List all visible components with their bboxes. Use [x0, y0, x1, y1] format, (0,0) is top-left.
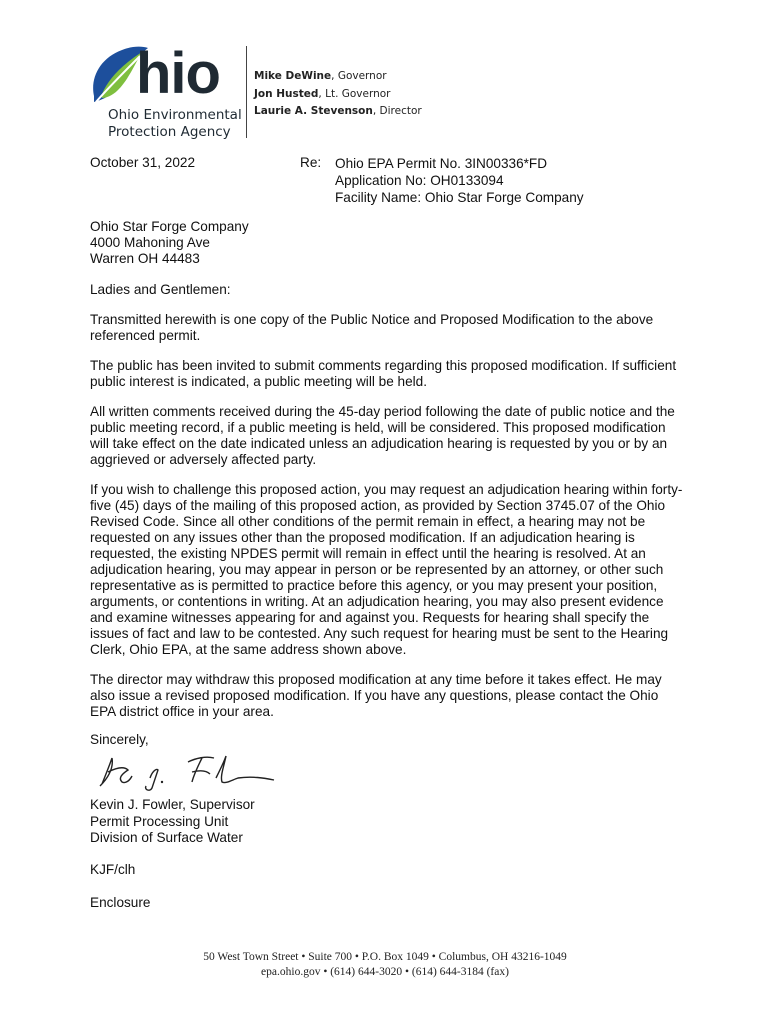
letter-footer — [0, 950, 770, 980]
body-paragraph: Transmitted herewith is one copy of the Public Notice and Proposed Modification to the above referenced permit. — [90, 312, 654, 343]
footer-contact: epa.ohio.gov • (614) 644-3020 • (614) 644-3184 (fax) — [261, 966, 509, 978]
re-application-number: Application No: OH0133094 — [335, 173, 504, 188]
handwritten-signature — [92, 748, 282, 792]
agency-line-1: Ohio Environmental — [108, 107, 242, 123]
recipient-address — [90, 219, 249, 267]
body-paragraph: If you wish to challenge this proposed action, you may request an adjudication hearing within forty-five (45) days of the mailing of this proposed action, as provided by Section 3745.07 of the Ohio Revised Code. Since all other conditions of the permit remain in effect, a hearing may not be requested on any issues other than the proposed modification. If an adjudication hearing is requested, the existing NPDES permit will remain in effect until the hearing is resolved. At an adjudication hearing, you may appear in person or be represented by an attorney, or other such representative as is permitted to practice before this agency, or you may present your position, arguments, or contentions in writing. At an adjudication hearing, you may also present evidence and examine witnesses appearing for and against you. Requests for hearing shall specify the issues of fact and law to be contested. Any such request for hearing must be sent to the Hearing Clerk, Ohio EPA, at the same address shown above. — [90, 482, 683, 657]
officials-list — [254, 68, 422, 121]
enclosure-note: Enclosure — [90, 895, 151, 910]
official-governor: Mike DeWine, Governor — [254, 70, 387, 82]
agency-line-2: Protection Agency — [108, 124, 231, 140]
body-paragraph: The director may withdraw this proposed modification at any time before it takes effect. He may also issue a revised proposed modification. If you have any questions, please contact the Ohio EPA district office in your area. — [90, 672, 662, 719]
footer-address: 50 West Town Street • Suite 700 • P.O. Box 1049 • Columbus, OH 43216-1049 — [203, 951, 567, 963]
official-lt-governor: Jon Husted, Lt. Governor — [254, 87, 391, 100]
letter-date: October 31, 2022 — [90, 155, 196, 170]
body-paragraph: The public has been invited to submit comments regarding this proposed modification. If sufficient public interest is indicated, a public meeting will be held. — [90, 358, 677, 389]
address-line: Warren OH 44483 — [90, 251, 200, 266]
signer-division: Division of Surface Water — [90, 830, 243, 845]
re-permit-number: Ohio EPA Permit No. 3IN00336*FD — [335, 156, 548, 171]
signer-block — [90, 797, 255, 847]
closing: Sincerely, — [90, 732, 149, 747]
signer-unit: Permit Processing Unit — [90, 813, 229, 829]
official-director: Laurie A. Stevenson, Director — [254, 105, 422, 117]
signer-name: Kevin J. Fowler, Supervisor — [90, 797, 255, 812]
address-line: 4000 Mahoning Ave — [90, 235, 210, 250]
letterhead-divider — [246, 46, 247, 138]
logo-agency-name — [108, 107, 248, 141]
letter-body — [90, 312, 686, 734]
body-paragraph: All written comments received during the 45-day period following the date of public notice and the public meeting record, if a public meeting is held, will be considered. This proposed modification will take effect on the date indicated unless an adjudication hearing is requested by you or by an aggrieved or adversely affected party. — [90, 404, 675, 467]
typist-initials: KJF/clh — [90, 862, 136, 877]
ohio-epa-logo — [84, 41, 244, 144]
re-block — [335, 155, 584, 206]
re-facility-name: Facility Name: Ohio Star Forge Company — [335, 190, 584, 205]
address-line: Ohio Star Forge Company — [90, 219, 249, 234]
re-label: Re: — [300, 155, 322, 170]
salutation: Ladies and Gentlemen: — [90, 282, 231, 297]
logo-wordmark: hio — [136, 41, 220, 106]
